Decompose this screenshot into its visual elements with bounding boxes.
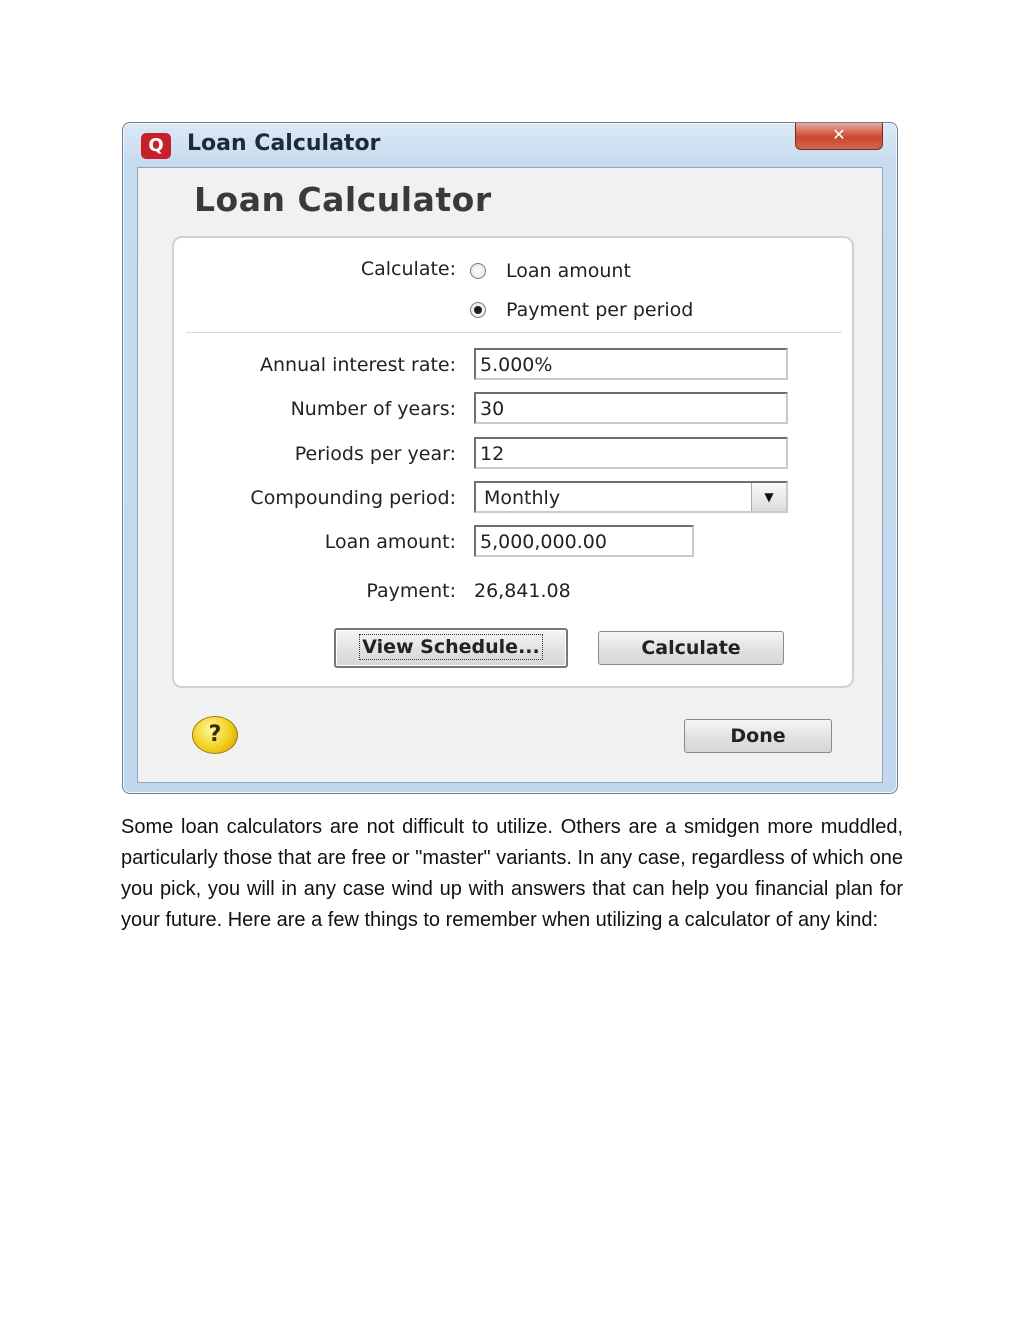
compounding-period-select[interactable] (474, 481, 788, 513)
annual-interest-rate-input[interactable]: 5.000% (474, 348, 788, 380)
radio-label-loan-amount: Loan amount (506, 260, 631, 282)
calculate-label: Calculate: (360, 258, 456, 280)
quicken-app-icon: Q (141, 133, 171, 159)
dropdown-arrow-icon[interactable]: ▼ (751, 483, 786, 511)
annual-interest-rate-label: Annual interest rate: (259, 354, 456, 376)
dialog-header-title: Loan Calculator (194, 180, 492, 219)
radio-label-payment-per-period: Payment per period (506, 299, 694, 321)
dialog-client-area (137, 167, 883, 783)
payment-value: 26,841.08 (474, 580, 571, 602)
view-schedule-button[interactable] (334, 628, 568, 668)
calculator-panel (172, 236, 854, 688)
done-button[interactable]: Done (684, 719, 832, 753)
compounding-period-value: Monthly (484, 487, 561, 509)
calculate-button[interactable]: Calculate (598, 631, 784, 665)
view-schedule-label: View Schedule... (359, 634, 542, 660)
number-of-years-input[interactable]: 30 (474, 392, 788, 424)
periods-per-year-label: Periods per year: (294, 443, 456, 465)
radio-loan-amount[interactable] (470, 260, 631, 282)
radio-button-icon[interactable] (470, 263, 486, 279)
body-paragraph: Some loan calculators are not difficult to utilize. Others are a smidgen more muddled, particularly those that are free or "master" variants. In any case, regardless of which one you pick, you will in any case wind up with answers that can help you financial plan for your future. Here are a few things to remember when utilizing a calculator of any kind: (121, 816, 903, 931)
compounding-period-label: Compounding period: (250, 487, 456, 509)
payment-label: Payment: (366, 580, 456, 602)
periods-per-year-input[interactable]: 12 (474, 437, 788, 469)
radio-payment-per-period[interactable] (470, 299, 693, 321)
radio-button-checked-icon[interactable] (470, 302, 486, 318)
window-title: Loan Calculator (187, 131, 381, 156)
title-bar (123, 123, 897, 167)
loan-amount-label: Loan amount: (324, 531, 456, 553)
help-icon[interactable]: ? (192, 716, 238, 754)
section-divider (186, 332, 842, 333)
close-button[interactable]: ✕ (795, 123, 883, 150)
number-of-years-label: Number of years: (290, 398, 456, 420)
loan-calculator-window (122, 122, 898, 794)
loan-amount-input[interactable]: 5,000,000.00 (474, 525, 694, 557)
